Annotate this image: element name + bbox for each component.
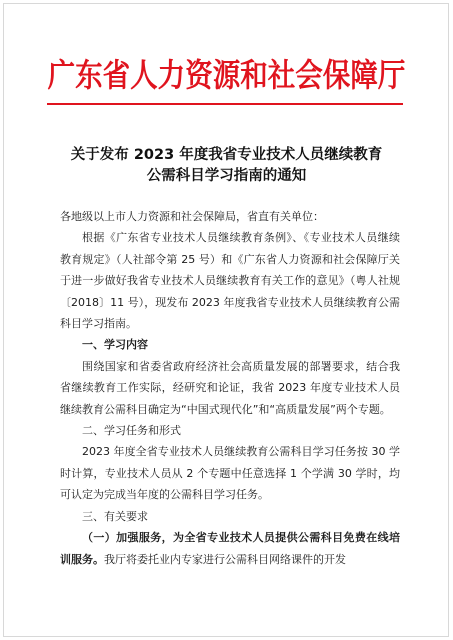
document-title-line-1: 关于发布 2023 年度我省专业技术人员继续教育 xyxy=(70,147,383,163)
section-1-heading: 一、学习内容 xyxy=(82,338,148,352)
document-title xyxy=(0,145,453,187)
section-2-heading: 二、学习任务和形式 xyxy=(82,424,181,438)
document-title-line-2: 公需科目学习指南的通知 xyxy=(146,168,307,184)
salutation: 各地级以上市人力资源和社会保障局，省直有关单位： xyxy=(60,210,324,223)
section-3-item-1-rest: 我厅将委托业内专家进行公需科目网络课件的开发 xyxy=(104,552,346,566)
org-header-title: 广东省人力资源和社会保障厅 xyxy=(47,56,406,94)
section-3-item-1 xyxy=(60,527,400,570)
intro-paragraph: 根据《广东省专业技术人员继续教育条例》、《专业技术人员继续教育规定》（人社部令第 25 号）和《广东省人力资源和社会保障厅关于进一步做好我省专业技术人员继续教育有关工作的意见》（粤人社规〔2018〕11 号），现发布 2023 年度我省专业技术人员继续教育公需科目学习指南。 xyxy=(60,231,400,331)
section-1-body: 围绕国家和省委省政府经济社会高质量发展的部署要求，结合我省继续教育工作实际，经研究和论证，我省 2023 年度专业技术人员继续教育公需科目确定为“中国式现代化”和“高质量发展”两个专题。 xyxy=(60,359,400,416)
section-3-item-1-bold: （一）加强服务，为全省专业技术人员提供公需科目免费在线培训服务。 xyxy=(60,531,400,566)
document-body xyxy=(60,206,400,570)
section-3-heading: 三、有关要求 xyxy=(82,509,148,523)
header-red-rule xyxy=(47,103,403,105)
section-2-body: 2023 年度全省专业技术人员继续教育公需科目学习任务按 30 学时计算，专业技术人员从 2 个专题中任意选择 1 个学满 30 学时，均可认定为完成当年度的公需科目学习任务。 xyxy=(60,445,400,502)
